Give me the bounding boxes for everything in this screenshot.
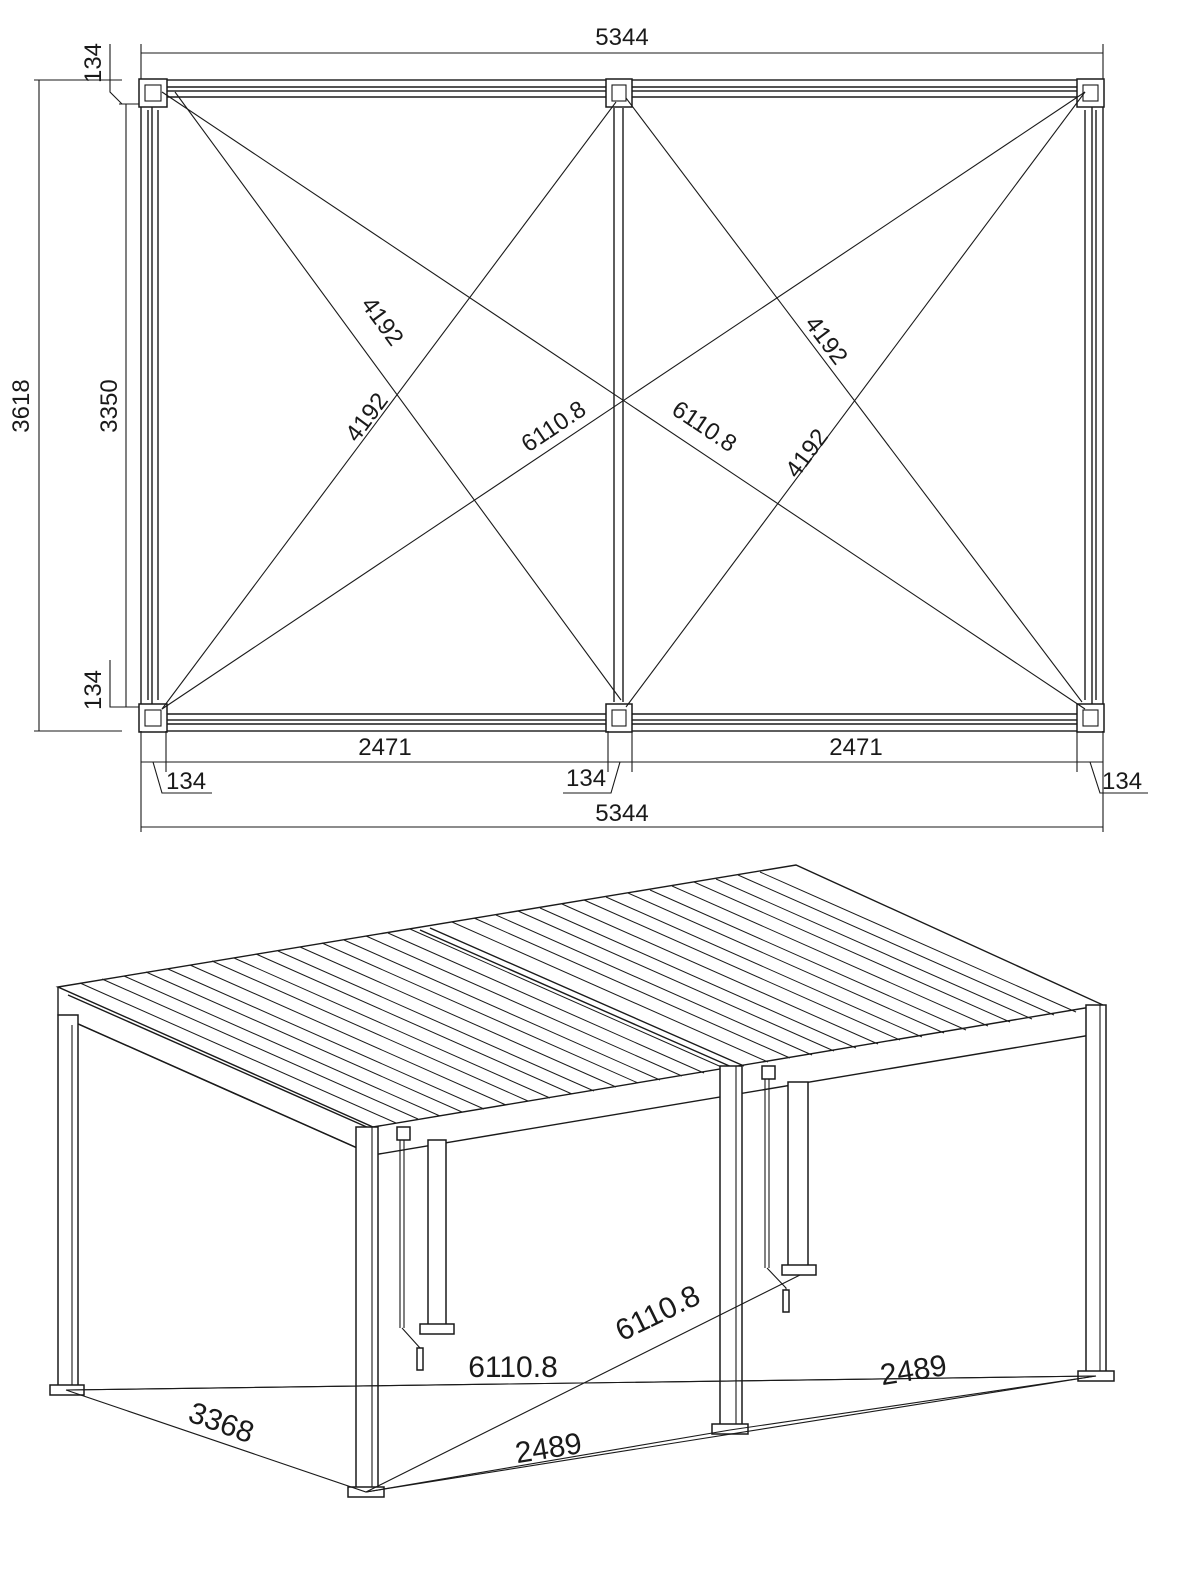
post-bottom-center xyxy=(606,704,632,732)
label-post-right: 134 xyxy=(1102,768,1143,795)
post-front-left xyxy=(348,1127,384,1497)
label-bay-right: 2471 xyxy=(829,734,883,761)
label-post-middle: 134 xyxy=(566,765,607,792)
label-iso-rear-bay: 2489 xyxy=(877,1349,950,1393)
label-overall-width-bottom: 5344 xyxy=(595,800,649,827)
label-bay-diag-4: 4192 xyxy=(780,424,834,483)
post-top-center xyxy=(606,79,632,107)
label-full-diag-2: 6110.8 xyxy=(666,395,742,458)
post-back-right xyxy=(782,1082,816,1275)
post-back-left xyxy=(50,1015,84,1395)
label-iso-diag-back: 6110.8 xyxy=(468,1351,558,1384)
label-bay-left: 2471 xyxy=(358,734,412,761)
post-bottom-right xyxy=(1077,704,1104,732)
dimension-post-top xyxy=(80,43,140,104)
post-top-right xyxy=(1077,79,1104,107)
label-bay-diag-1: 4192 xyxy=(355,292,409,352)
dimension-post-widths xyxy=(153,762,1148,795)
crank-handle-left xyxy=(397,1127,423,1370)
isometric-view xyxy=(50,865,1114,1497)
dimension-post-bottom xyxy=(80,660,140,710)
label-post-bottom: 134 xyxy=(80,669,107,711)
plan-view xyxy=(8,24,1148,832)
label-full-diag-1: 6110.8 xyxy=(516,395,592,458)
dimension-overall-width-bottom xyxy=(141,772,1103,832)
label-overall-depth: 3618 xyxy=(8,379,35,433)
label-iso-diag-front: 6110.8 xyxy=(610,1279,706,1348)
dimension-bays xyxy=(141,731,1103,772)
plan-posts xyxy=(139,79,1104,732)
label-post-left: 134 xyxy=(166,768,207,795)
label-iso-side-depth: 3368 xyxy=(184,1396,259,1450)
plan-frame xyxy=(141,80,1103,731)
dimension-inner-depth xyxy=(96,104,140,707)
label-bay-diag-3: 4192 xyxy=(799,311,853,370)
post-front-right xyxy=(1078,1005,1114,1381)
post-front-middle xyxy=(712,1066,748,1434)
post-back-middle xyxy=(420,1140,454,1334)
roof-louvres xyxy=(80,872,1076,1123)
label-inner-depth: 3350 xyxy=(96,379,123,433)
label-iso-front-bay: 2489 xyxy=(512,1427,585,1471)
dimension-overall-width-top xyxy=(141,24,1103,80)
label-bay-diag-2: 4192 xyxy=(340,388,394,447)
roof xyxy=(58,865,1103,1155)
label-overall-width-top: 5344 xyxy=(595,24,649,51)
label-post-top: 134 xyxy=(80,42,107,84)
